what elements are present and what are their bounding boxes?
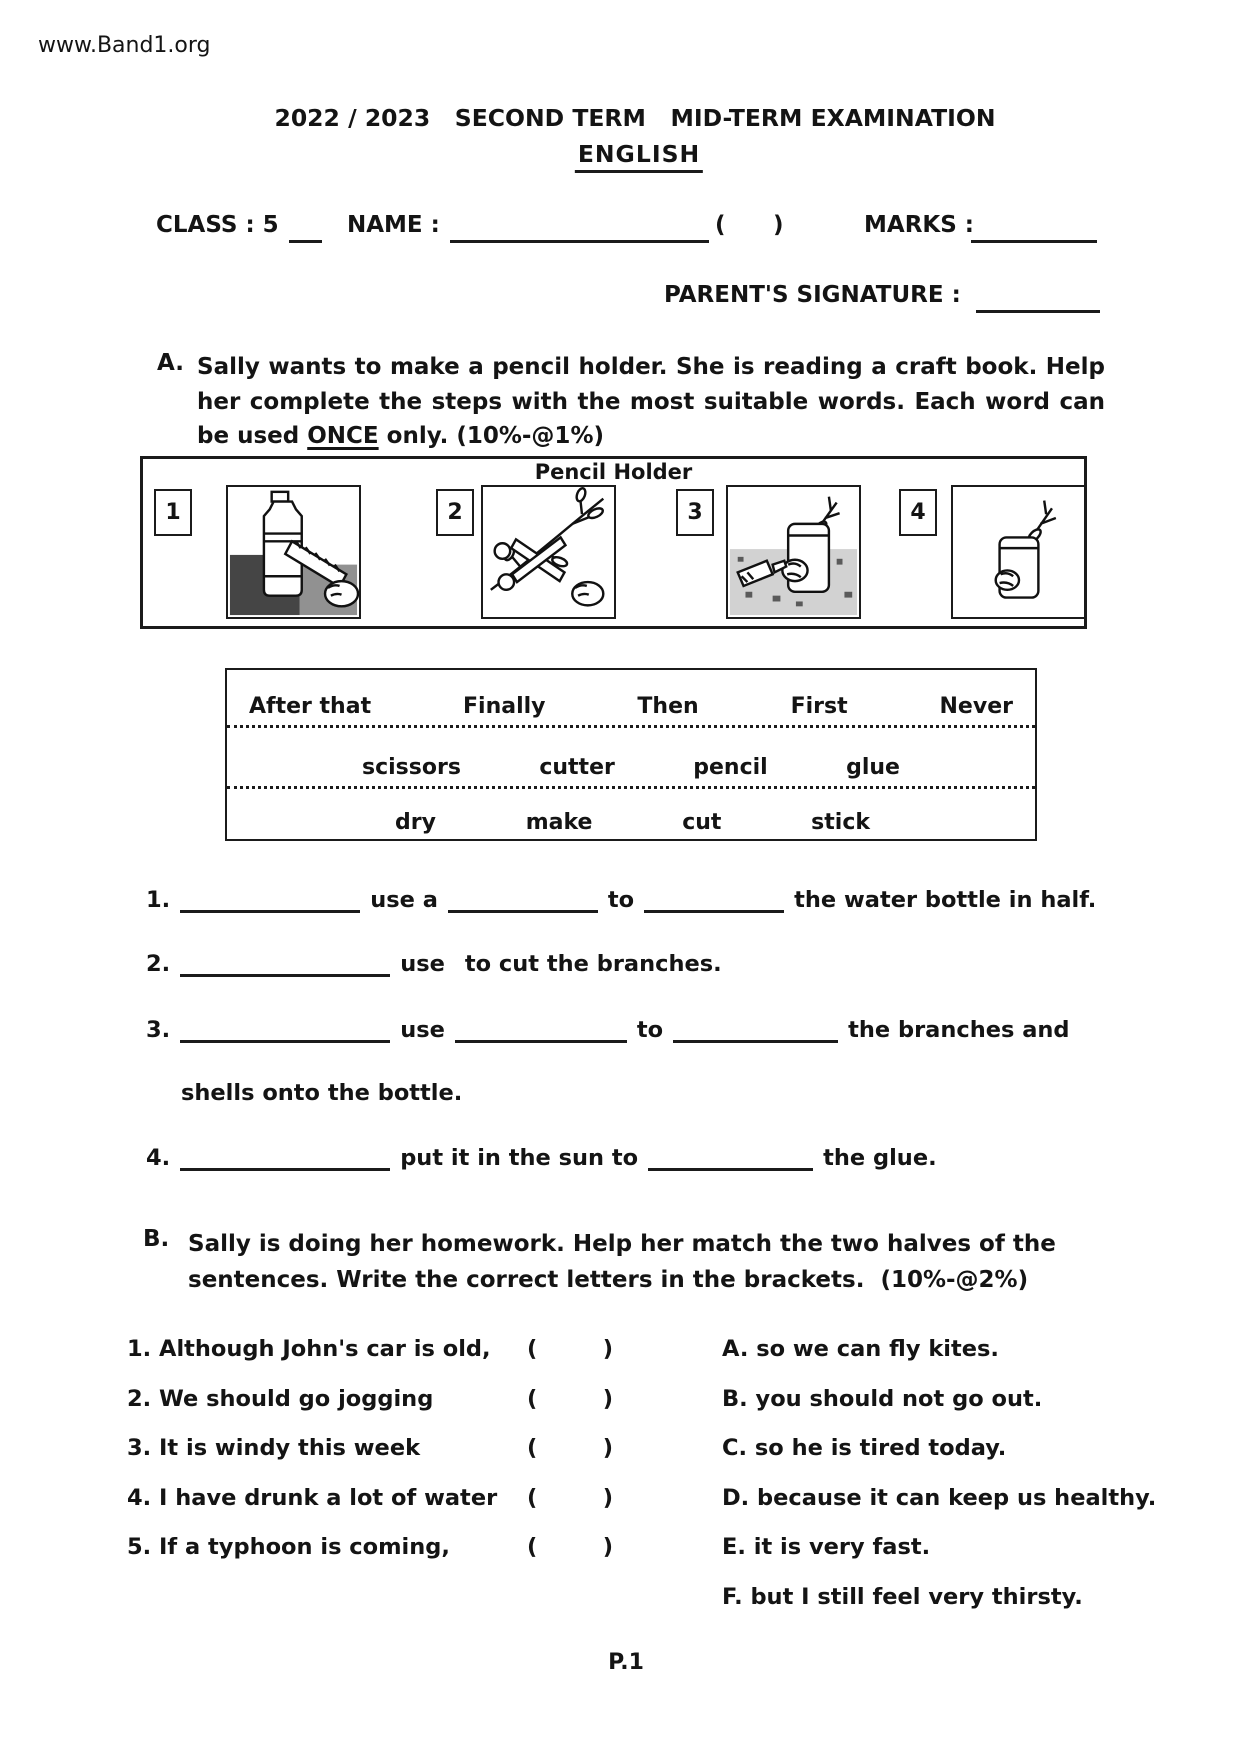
- bracket-open: (: [527, 1484, 538, 1511]
- question-text: use: [400, 1017, 445, 1043]
- match-left-item: 4. I have drunk a lot of water: [127, 1484, 498, 1511]
- word-bank-row-2: [227, 728, 1035, 789]
- signature-label: PARENT'S SIGNATURE :: [664, 282, 961, 308]
- match-left-item: 5. If a typhoon is coming,: [127, 1534, 450, 1560]
- exam-title: 2022 / 2023 SECOND TERM MID-TERM EXAMINATION: [274, 104, 996, 132]
- word-bank-word: Finally: [463, 694, 546, 719]
- section-a-instructions-tail: only. (10%-@1%): [386, 423, 604, 449]
- question-text: the glue.: [823, 1145, 937, 1171]
- match-row-2: [127, 1386, 1207, 1416]
- word-bank-word: make: [525, 810, 593, 835]
- step1-cut-bottle-illustration: [226, 485, 361, 619]
- answer-blank-line: [180, 886, 360, 913]
- answer-brackets: [527, 1386, 613, 1412]
- match-right-item: A. so we can fly kites.: [722, 1336, 999, 1362]
- match-right-item: C. so he is tired today.: [722, 1435, 1007, 1461]
- answer-blank-line: [455, 1016, 627, 1043]
- question-3: [146, 1016, 1080, 1043]
- watermark: www.Band1.org: [38, 33, 211, 58]
- match-row-5: [127, 1534, 1207, 1564]
- match-right-item: E. it is very fast.: [722, 1534, 931, 1560]
- class-number-bracket-close: ): [773, 212, 784, 238]
- word-bank-word: After that: [249, 694, 372, 719]
- question-3-continuation: shells onto the bottle.: [181, 1080, 463, 1106]
- bracket-open: (: [527, 1385, 538, 1412]
- word-bank-word: scissors: [362, 755, 461, 780]
- match-left-item: 1. Although John's car is old,: [127, 1336, 491, 1362]
- marks-label: MARKS :: [864, 212, 974, 238]
- step-number-box-3: 3: [676, 489, 714, 536]
- word-bank-word: cut: [682, 810, 722, 835]
- pencil-holder-picture-strip: [140, 456, 1087, 629]
- question-number: 2.: [146, 951, 171, 977]
- match-row-6: [127, 1584, 1207, 1614]
- bracket-close: ): [602, 1484, 613, 1511]
- word-bank-word: stick: [811, 810, 870, 835]
- answer-brackets: [527, 1435, 613, 1461]
- bracket-close: ): [602, 1385, 613, 1412]
- question-2: [146, 950, 732, 977]
- step-number-box-1: 1: [154, 489, 192, 536]
- word-bank-word: pencil: [693, 755, 768, 780]
- name-label: NAME :: [347, 212, 440, 238]
- word-bank: [225, 668, 1037, 841]
- section-b-instructions: Sally is doing her homework. Help her match the two halves of the sentences. Write the correct letters in the brackets. (10%-@2%): [188, 1231, 1064, 1293]
- answer-brackets: [527, 1336, 613, 1362]
- question-text: the water bottle in half.: [794, 887, 1097, 913]
- word-bank-word: dry: [395, 810, 436, 835]
- matching-exercise: [127, 1336, 1207, 1633]
- section-a-instructions: [197, 350, 1105, 454]
- question-text: the branches and: [848, 1017, 1070, 1043]
- word-bank-word: Never: [939, 694, 1013, 719]
- class-number-bracket-open: (: [715, 212, 726, 238]
- step-number-box-4: 4: [899, 489, 937, 536]
- student-info-row: [156, 212, 1156, 244]
- match-left-item: 2. We should go jogging: [127, 1385, 434, 1412]
- match-left-item: 3. It is windy this week: [127, 1435, 421, 1461]
- step-number-box-2: 2: [436, 489, 474, 536]
- answer-blank-line: [180, 950, 390, 977]
- answer-blank-line: [448, 886, 598, 913]
- match-row-3: [127, 1435, 1207, 1465]
- match-right-item: D. because it can keep us healthy.: [722, 1484, 1157, 1511]
- answer-blank-line: [180, 1016, 390, 1043]
- question-text: put it in the sun to: [400, 1145, 639, 1171]
- answer-blank-line: [673, 1016, 838, 1043]
- question-number: 1.: [146, 887, 171, 913]
- bracket-close: ): [602, 1435, 613, 1461]
- subject-title: ENGLISH: [575, 140, 703, 173]
- question-1: [146, 886, 1106, 913]
- question-4: [146, 1144, 947, 1171]
- answer-brackets: [527, 1485, 613, 1511]
- answer-blank-line: [180, 1144, 390, 1171]
- class-blank-line: [289, 216, 322, 243]
- section-b-label: B.: [143, 1226, 170, 1252]
- bracket-close: ): [602, 1336, 613, 1362]
- once-underlined-word: ONCE: [307, 423, 379, 449]
- bracket-open: (: [527, 1336, 538, 1362]
- answer-blank-line: [648, 1144, 813, 1171]
- question-text: use: [400, 951, 445, 977]
- strip-title: Pencil Holder: [534, 460, 693, 484]
- answer-blank-line: [644, 886, 784, 913]
- word-bank-row-3: [227, 789, 1035, 839]
- match-row-1: [127, 1336, 1207, 1366]
- step4-finished-pencil-holder-illustration: [951, 485, 1086, 619]
- step3-glue-branches-illustration: [726, 485, 861, 619]
- word-bank-word: cutter: [539, 755, 615, 780]
- question-text: to cut the branches.: [464, 951, 722, 977]
- section-a-instructions-text: Sally wants to make a pencil holder. She is reading a craft book. Help her complete the steps with the most suitable words. Each word can be used: [197, 354, 1105, 449]
- bracket-open: (: [527, 1435, 538, 1461]
- class-label: CLASS : 5: [156, 212, 279, 238]
- step2-cut-branches-illustration: [481, 485, 616, 619]
- bracket-close: ): [602, 1534, 613, 1560]
- word-bank-row-1: [227, 670, 1035, 728]
- word-bank-word: glue: [846, 755, 900, 780]
- question-number: 3.: [146, 1017, 171, 1043]
- match-right-item: B. you should not go out.: [722, 1385, 1043, 1412]
- page-number: P.1: [608, 1650, 644, 1675]
- question-number: 4.: [146, 1145, 171, 1171]
- signature-blank-line: [976, 286, 1100, 313]
- question-text: to: [607, 887, 635, 913]
- question-text: to: [636, 1017, 664, 1043]
- name-blank-line: [450, 216, 709, 243]
- answer-brackets: [527, 1534, 613, 1560]
- signature-row: [664, 282, 1114, 314]
- marks-blank-line: [971, 216, 1097, 243]
- word-bank-word: Then: [637, 694, 699, 719]
- word-bank-word: First: [790, 694, 848, 719]
- match-right-item: F. but I still feel very thirsty.: [722, 1583, 1083, 1610]
- bracket-open: (: [527, 1534, 538, 1560]
- match-row-4: [127, 1485, 1207, 1515]
- question-text: use a: [370, 887, 438, 913]
- section-a-label: A.: [157, 350, 184, 376]
